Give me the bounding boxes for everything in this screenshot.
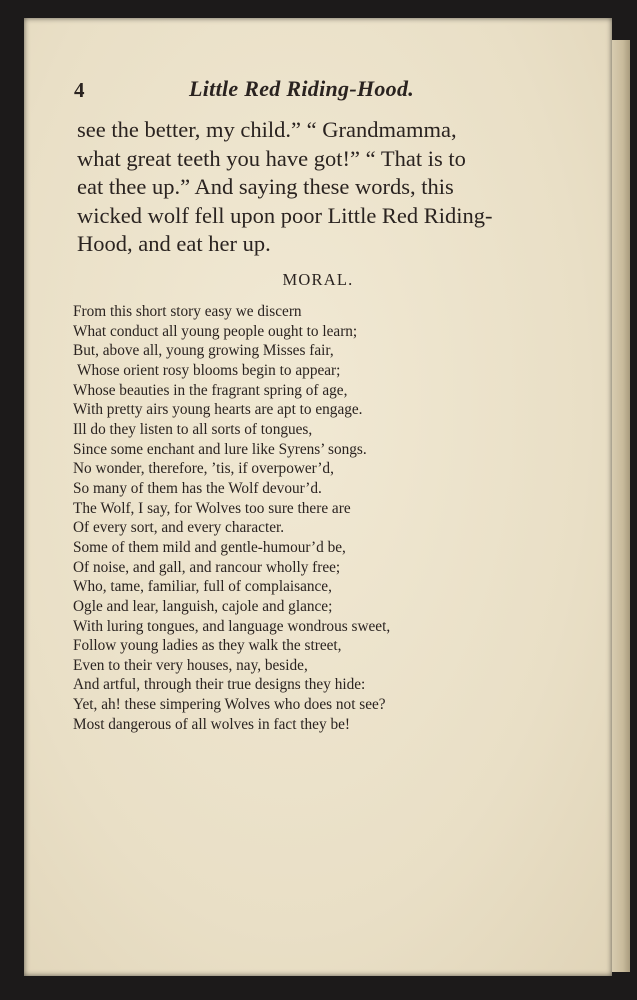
poem-line: Most dangerous of all wolves in fact they be!	[73, 715, 350, 733]
poem-line: Even to their very houses, nay, beside,	[73, 656, 308, 674]
poem-line: So many of them has the Wolf devour’d.	[73, 479, 322, 497]
prose-line: eat thee up.” And saying these words, this	[77, 174, 454, 199]
moral-poem	[73, 302, 543, 734]
poem-line: Of noise, and gall, and rancour wholly free;	[73, 558, 341, 576]
poem-line: Follow young ladies as they walk the street,	[73, 637, 342, 655]
prose-paragraph	[77, 116, 577, 259]
poem-line: Some of them mild and gentle-humour’d be,	[73, 538, 346, 556]
book-page	[24, 18, 612, 976]
running-title: Little Red Riding-Hood.	[189, 76, 415, 101]
poem-line: And artful, through their true designs they hide:	[73, 676, 366, 694]
page-number: 4	[74, 78, 85, 102]
poem-line: Ill do they listen to all sorts of tongues,	[73, 420, 313, 438]
moral-heading: MORAL.	[282, 270, 354, 289]
prose-line: wicked wolf fell upon poor Little Red Riding-	[77, 202, 493, 228]
poem-line: What conduct all young people ought to learn;	[73, 322, 358, 340]
page-header	[74, 78, 514, 106]
poem-line: Whose orient rosy blooms begin to appear;	[77, 361, 341, 379]
poem-line: But, above all, young growing Misses fair,	[73, 342, 334, 360]
poem-line: With luring tongues, and language wondrous sweet,	[73, 617, 391, 635]
poem-line: From this short story easy we discern	[73, 303, 302, 320]
prose-line: what great teeth you have got!” “ That is to	[77, 145, 466, 171]
poem-line: Since some enchant and lure like Syrens’ songs.	[73, 440, 367, 458]
prose-line: Hood, and eat her up.	[77, 231, 271, 256]
page-edge	[612, 40, 630, 972]
poem-line: Yet, ah! these simpering Wolves who does not see?	[73, 696, 386, 714]
poem-line: Ogle and lear, languish, cajole and glance;	[73, 597, 333, 615]
poem-line: The Wolf, I say, for Wolves too sure there are	[73, 499, 351, 517]
poem-line: No wonder, therefore, ’tis, if overpower’d,	[73, 460, 334, 478]
poem-line: Who, tame, familiar, full of complaisance,	[73, 578, 332, 596]
poem-line: Whose beauties in the fragrant spring of age,	[73, 381, 348, 399]
poem-line: With pretty airs young hearts are apt to engage.	[73, 401, 363, 419]
poem-line: Of every sort, and every character.	[73, 519, 285, 537]
prose-line: see the better, my child.” “ Grandmamma,	[77, 117, 457, 142]
